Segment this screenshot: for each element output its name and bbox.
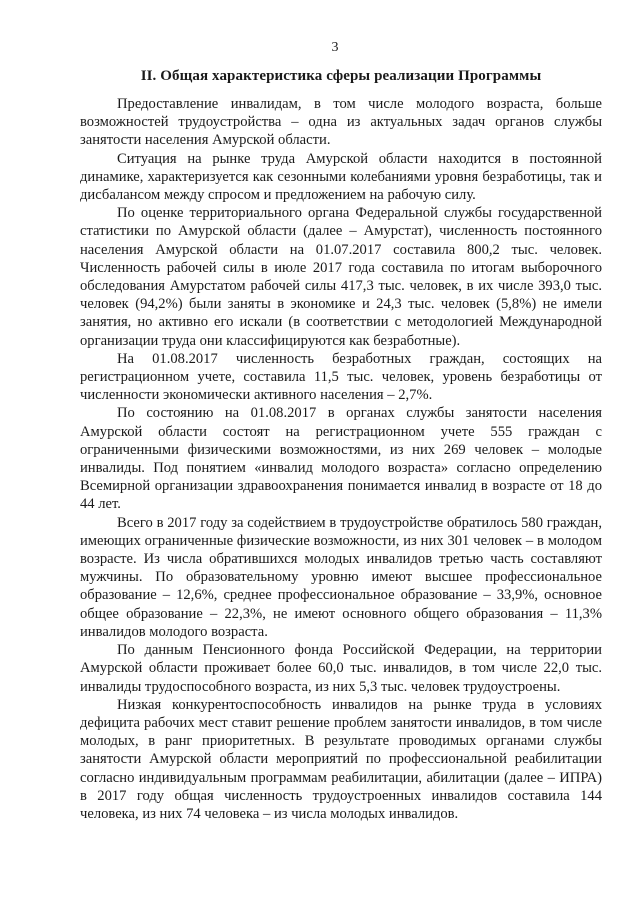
paragraph: Всего в 2017 году за содействием в трудоустройстве обратилось 580 граждан, имеющих ограниченные физические возможности, из них 301 человек – в молодом возрасте. Из числа обратившихся молодых инвалидов третью часть составляют мужчины. По образовательному уровню имеют высшее профессиональное образование – 12,6%, среднее профессиональное образование – 33,9%, основное общее образование – 22,3%, не имеют основного общего образования – 11,3% инвалидов молодого возраста. (80, 514, 602, 640)
paragraph: По состоянию на 01.08.2017 в органах службы занятости населения Амурской области состоят на регистрационном учете 555 граждан с ограниченными физическими возможностями, из них 269 человек – молодые инвалиды. Под понятием «инвалид молодого возраста» согласно определению Всемирной организации здравоохранения понимается инвалид в возрасте от 18 до 44 лет. (80, 405, 602, 513)
section-title: II. Общая характеристика сферы реализации Программы (140, 68, 542, 84)
paragraph: По оценке территориального органа Федеральной службы государственной статистики по Амурской области (далее – Амурстат), численность постоянного населения Амурской области на 01.07.2017 составила 800,2 тыс. человек. Численность рабочей силы в июле 2017 года составила по итогам выборочного обследования Амурстатом рабочей силы 417,3 тыс. человек, в их числе 393,0 тыс. человек (94,2%) были заняты в экономике и 24,3 тыс. человек (5,8%) не имели занятия, но активно его искали (в соответствии с методологией Международной организации труда они классифицируются как безработные). (80, 205, 602, 349)
page-number: 3 (331, 40, 339, 55)
paragraph: Ситуация на рынке труда Амурской области находится в постоянной динамике, характеризуется как сезонными колебаниями уровня безработицы, так и дисбалансом между спросом и предложением на рабочую силу. (80, 150, 602, 204)
paragraph: Предоставление инвалидам, в том числе молодого возраста, больше возможностей трудоустройства – одна из актуальных задач органов службы занятости населения Амурской области. (80, 96, 602, 149)
paragraph: По данным Пенсионного фонда Российской Федерации, на территории Амурской области проживает более 60,0 тыс. инвалидов, в том числе 22,0 тыс. инвалиды трудоспособного возраста, из них 5,3 тыс. человек трудоустроены. (80, 642, 602, 695)
paragraph: На 01.08.2017 численность безработных граждан, состоящих на регистрационном учете, составила 11,5 тыс. человек, уровень безработицы от численности экономически активного населения – 2,7%. (80, 350, 602, 404)
body-text (80, 95, 602, 823)
paragraph: Низкая конкурентоспособность инвалидов на рынке труда в условиях дефицита рабочих мест ставит решение проблем занятости инвалидов, в том числе молодых, в ранг приоритетных. В результате проводимых органами службы занятости Амурской области мероприятий по профессиональной реабилитации согласно индивидуальным программам реабилитации, абилитации (далее – ИПРА) в 2017 году общая численность трудоустроенных инвалидов составила 144 человека, из них 74 человека – из числа молодых инвалидов. (80, 696, 602, 822)
